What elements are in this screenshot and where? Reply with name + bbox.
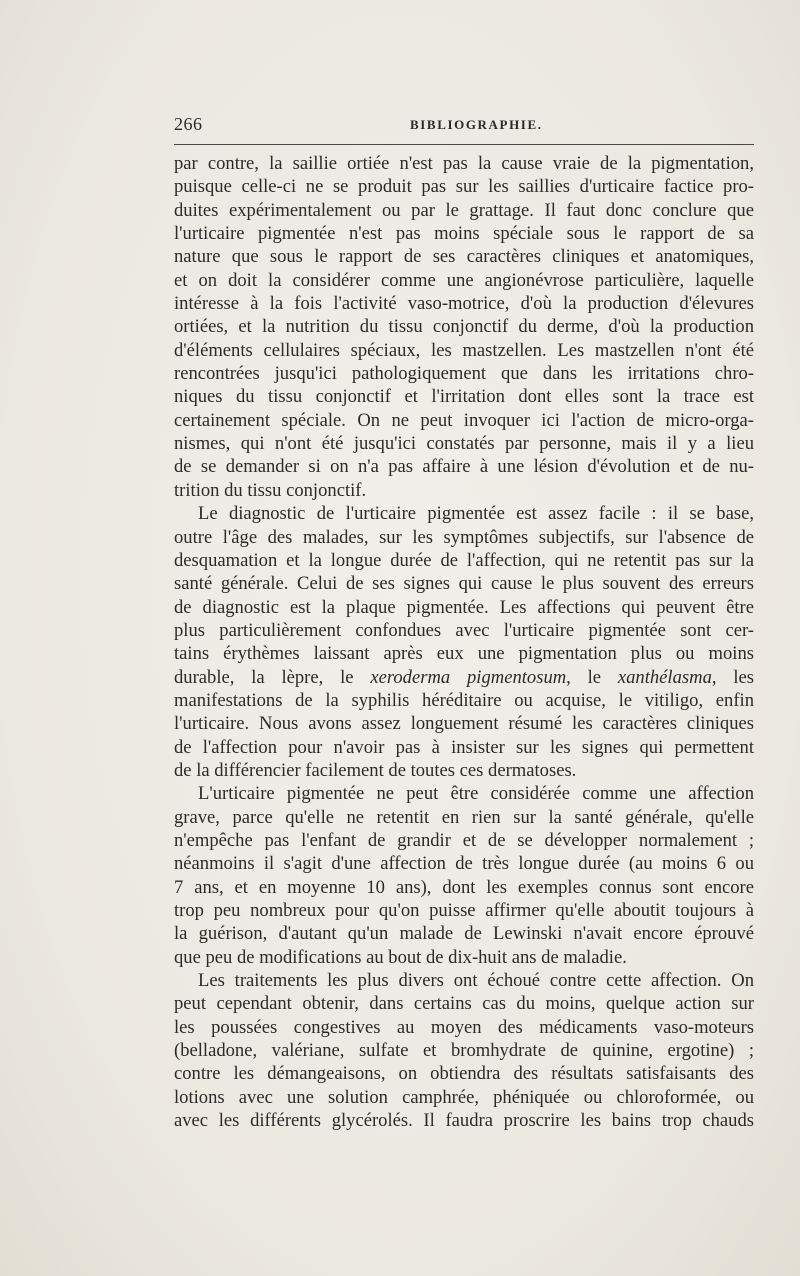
text-line: L'urticaire pigmentée ne peut être considérée comme une affection bbox=[198, 783, 754, 805]
text-line: certainement spéciale. On ne peut invoquer ici l'action de micro-orga- bbox=[174, 409, 754, 431]
text-line: duites expérimentalement ou par le grattage. Il faut donc conclure que bbox=[174, 199, 754, 221]
text-line: puisque celle-ci ne se produit pas sur les saillies d'urticaire factice pro- bbox=[174, 176, 754, 198]
text-line: grave, parce qu'elle ne retentit en rien sur la santé générale, qu'elle bbox=[174, 806, 754, 828]
text-line: néanmoins il s'agit d'une affection de très longue durée (au moins 6 ou bbox=[174, 853, 754, 875]
paragraph bbox=[174, 502, 754, 782]
page-number: 266 bbox=[174, 114, 203, 134]
text-line: Les traitements les plus divers ont échoué contre cette affection. On bbox=[198, 970, 754, 992]
body-text bbox=[174, 152, 754, 1132]
text-line: intéresse à la fois l'activité vaso-motrice, d'où la production d'élevures bbox=[174, 293, 754, 315]
text-line: l'urticaire. Nous avons assez longuement résumé les caractères cliniques bbox=[174, 713, 754, 735]
paragraph bbox=[174, 969, 754, 1132]
text-line: desquamation et la longue durée de l'affection, qui ne retentit pas sur la bbox=[174, 549, 754, 571]
text-line: de la différencier facilement de toutes ces dermatoses. bbox=[174, 759, 577, 781]
text-line: manifestations de la syphilis héréditaire ou acquise, le vitiligo, enfin bbox=[174, 689, 754, 711]
text-line: n'empêche pas l'enfant de grandir et de se développer normalement ; bbox=[174, 829, 754, 851]
page-header bbox=[174, 114, 754, 136]
text-line: de diagnostic est la plaque pigmentée. Les affections qui peuvent être bbox=[174, 596, 754, 618]
text-line: (belladone, valériane, sulfate et bromhydrate de quinine, ergotine) ; bbox=[174, 1040, 754, 1062]
text-line: rencontrées jusqu'ici pathologiquement que dans les irritations chro- bbox=[174, 363, 754, 385]
text-line: plus particulièrement confondues avec l'urticaire pigmentée sont cer- bbox=[174, 619, 754, 641]
text-line: santé générale. Celui de ses signes qui cause le plus souvent des erreurs bbox=[174, 573, 754, 595]
text-line: la guérison, d'autant qu'un malade de Lewinski n'avait encore éprouvé bbox=[174, 923, 754, 945]
paragraph bbox=[174, 782, 754, 969]
text-line: ortiées, et la nutrition du tissu conjonctif du derme, d'où la production bbox=[174, 316, 754, 338]
text-line: les poussées congestives au moyen des médicaments vaso-moteurs bbox=[174, 1016, 754, 1038]
text-line: nature que sous le rapport de ses caractères cliniques et anatomiques, bbox=[174, 246, 754, 268]
text-line: l'urticaire pigmentée n'est pas moins spéciale sous le rapport de sa bbox=[174, 223, 754, 245]
text-line: que peu de modifications au bout de dix-huit ans de maladie. bbox=[174, 946, 627, 968]
text-line: d'éléments cellulaires spéciaux, les mastzellen. Les mastzellen n'ont été bbox=[174, 339, 754, 361]
text-line: peut cependant obtenir, dans certains cas du moins, quelque action sur bbox=[174, 993, 754, 1015]
text-line: lotions avec une solution camphrée, phéniquée ou chloroformée, ou bbox=[174, 1086, 754, 1108]
text-line: contre les démangeaisons, on obtiendra des résultats satisfaisants des bbox=[174, 1063, 754, 1085]
text-line: et on doit la considérer comme une angionévrose particulière, laquelle bbox=[174, 269, 754, 291]
text-line: Le diagnostic de l'urticaire pigmentée est assez facile : il se base, bbox=[198, 503, 754, 525]
header-rule bbox=[174, 144, 754, 145]
text-line: trop peu nombreux pour qu'on puisse affirmer qu'elle aboutit toujours à bbox=[174, 900, 754, 921]
running-head: BIBLIOGRAPHIE. bbox=[410, 117, 543, 132]
paragraph bbox=[174, 152, 754, 502]
text-line: trition du tissu conjonctif. bbox=[174, 479, 367, 501]
text-line: niques du tissu conjonctif et l'irritation dont elles sont la trace est bbox=[174, 386, 754, 408]
text-line: de l'affection pour n'avoir pas à insister sur les signes qui permettent bbox=[174, 736, 754, 758]
text-line: outre l'âge des malades, sur les symptômes subjectifs, sur l'absence de bbox=[174, 526, 754, 548]
text-line: de se demander si on n'a pas affaire à une lésion d'évolution et de nu- bbox=[174, 456, 754, 478]
text-line: avec les différents glycérolés. Il faudra proscrire les bains trop chauds bbox=[174, 1110, 754, 1132]
text-line: par contre, la saillie ortiée n'est pas la cause vraie de la pigmentation, bbox=[174, 153, 754, 174]
text-line: nismes, qui n'ont été jusqu'ici constatés par personne, mais il y a lieu bbox=[174, 433, 754, 455]
text-line: tains érythèmes laissant après eux une pigmentation plus ou moins bbox=[174, 643, 754, 665]
text-line: durable, la lèpre, le xeroderma pigmentosum, le xanthélasma, les bbox=[174, 666, 754, 688]
text-line: 7 ans, et en moyenne 10 ans), dont les exemples connus sont encore bbox=[174, 876, 754, 898]
